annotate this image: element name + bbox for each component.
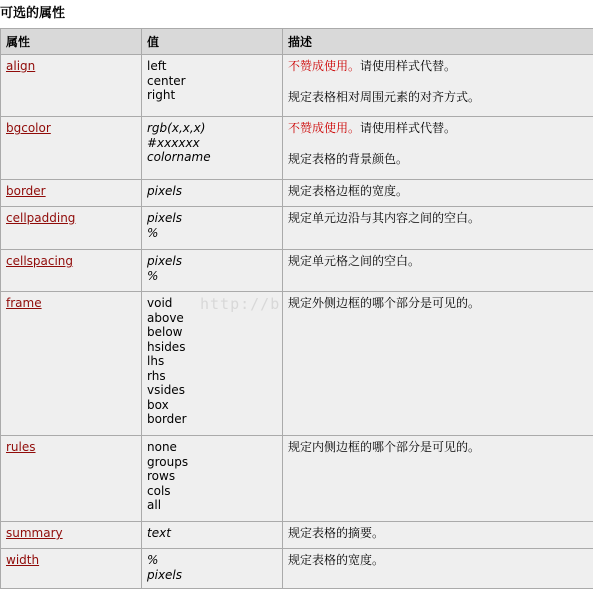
table-row [1, 117, 593, 180]
value-item: cols [147, 484, 277, 499]
description-text: 规定表格的背景颜色。 [288, 152, 591, 167]
attribute-cell [1, 549, 142, 589]
description-text: 规定表格的宽度。 [288, 553, 591, 568]
attribute-cell [1, 55, 142, 117]
value-item: groups [147, 455, 277, 470]
value-item: right [147, 88, 277, 103]
value-item: vsides [147, 383, 277, 398]
value-item: void [147, 296, 277, 311]
attribute-link[interactable]: summary [6, 526, 63, 540]
description-cell [283, 292, 593, 436]
table-row [1, 207, 593, 250]
description-cell [283, 207, 593, 250]
attribute-cell [1, 522, 142, 549]
attribute-cell [1, 207, 142, 250]
value-item: rhs [147, 369, 277, 384]
attribute-cell [1, 436, 142, 522]
attributes-table [0, 28, 593, 589]
value-cell [142, 55, 283, 117]
attribute-link[interactable]: bgcolor [6, 121, 51, 135]
value-item: box [147, 398, 277, 413]
value-cell [142, 522, 283, 549]
table-row [1, 292, 593, 436]
value-item: border [147, 412, 277, 427]
description-text: 规定表格边框的宽度。 [288, 184, 591, 199]
description-text: 规定单元格之间的空白。 [288, 254, 591, 269]
description-cell [283, 250, 593, 292]
description-cell [283, 436, 593, 522]
deprecated-label: 不赞成使用。 [288, 59, 360, 73]
attribute-cell [1, 250, 142, 292]
value-item: left [147, 59, 277, 74]
value-item: rgb(x,x,x) [147, 121, 277, 136]
value-cell [142, 436, 283, 522]
value-cell [142, 117, 283, 180]
description-text: 规定表格的摘要。 [288, 526, 591, 541]
description-cell [283, 55, 593, 117]
value-item: colorname [147, 150, 277, 165]
attribute-link[interactable]: rules [6, 440, 36, 454]
deprecated-label: 不赞成使用。 [288, 121, 360, 135]
value-cell [142, 250, 283, 292]
description-text: 规定外侧边框的哪个部分是可见的。 [288, 296, 591, 311]
value-item: hsides [147, 340, 277, 355]
deprecation-notice [288, 59, 591, 74]
header-value: 值 [142, 29, 283, 55]
description-text: 规定单元边沿与其内容之间的空白。 [288, 211, 591, 226]
value-item: % [147, 553, 277, 568]
attribute-cell [1, 292, 142, 436]
description-cell [283, 522, 593, 549]
deprecation-notice [288, 121, 591, 136]
table-row [1, 55, 593, 117]
table-row [1, 522, 593, 549]
table-header-row [1, 29, 593, 55]
value-item: lhs [147, 354, 277, 369]
table-row [1, 436, 593, 522]
attribute-cell [1, 180, 142, 207]
table-row [1, 180, 593, 207]
attribute-link[interactable]: border [6, 184, 46, 198]
value-item: % [147, 269, 277, 284]
value-item: pixels [147, 184, 277, 199]
attribute-link[interactable]: cellspacing [6, 254, 73, 268]
watermark-text: http://b [200, 295, 280, 313]
value-item: pixels [147, 254, 277, 269]
value-item: below [147, 325, 277, 340]
value-cell [142, 292, 283, 436]
attribute-link[interactable]: cellpadding [6, 211, 75, 225]
value-item: #xxxxxx [147, 136, 277, 151]
table-row [1, 250, 593, 292]
attribute-link[interactable]: align [6, 59, 35, 73]
table-row [1, 549, 593, 589]
value-item: all [147, 498, 277, 513]
value-cell [142, 180, 283, 207]
value-item: pixels [147, 211, 277, 226]
section-heading: 可选的属性 [0, 2, 65, 21]
value-item: above [147, 311, 277, 326]
description-text: 规定表格相对周围元素的对齐方式。 [288, 90, 591, 105]
value-item: pixels [147, 568, 277, 583]
description-cell [283, 549, 593, 589]
description-text: 规定内侧边框的哪个部分是可见的。 [288, 440, 591, 455]
description-cell [283, 180, 593, 207]
value-cell [142, 207, 283, 250]
value-item: center [147, 74, 277, 89]
value-item: none [147, 440, 277, 455]
deprecated-note: 请使用样式代替。 [360, 59, 456, 73]
attribute-link[interactable]: frame [6, 296, 42, 310]
deprecated-note: 请使用样式代替。 [360, 121, 456, 135]
value-item: rows [147, 469, 277, 484]
header-attribute: 属性 [1, 29, 142, 55]
value-item: text [147, 526, 277, 541]
value-cell [142, 549, 283, 589]
value-item: % [147, 226, 277, 241]
attribute-link[interactable]: width [6, 553, 39, 567]
attribute-cell [1, 117, 142, 180]
description-cell [283, 117, 593, 180]
header-description: 描述 [283, 29, 593, 55]
